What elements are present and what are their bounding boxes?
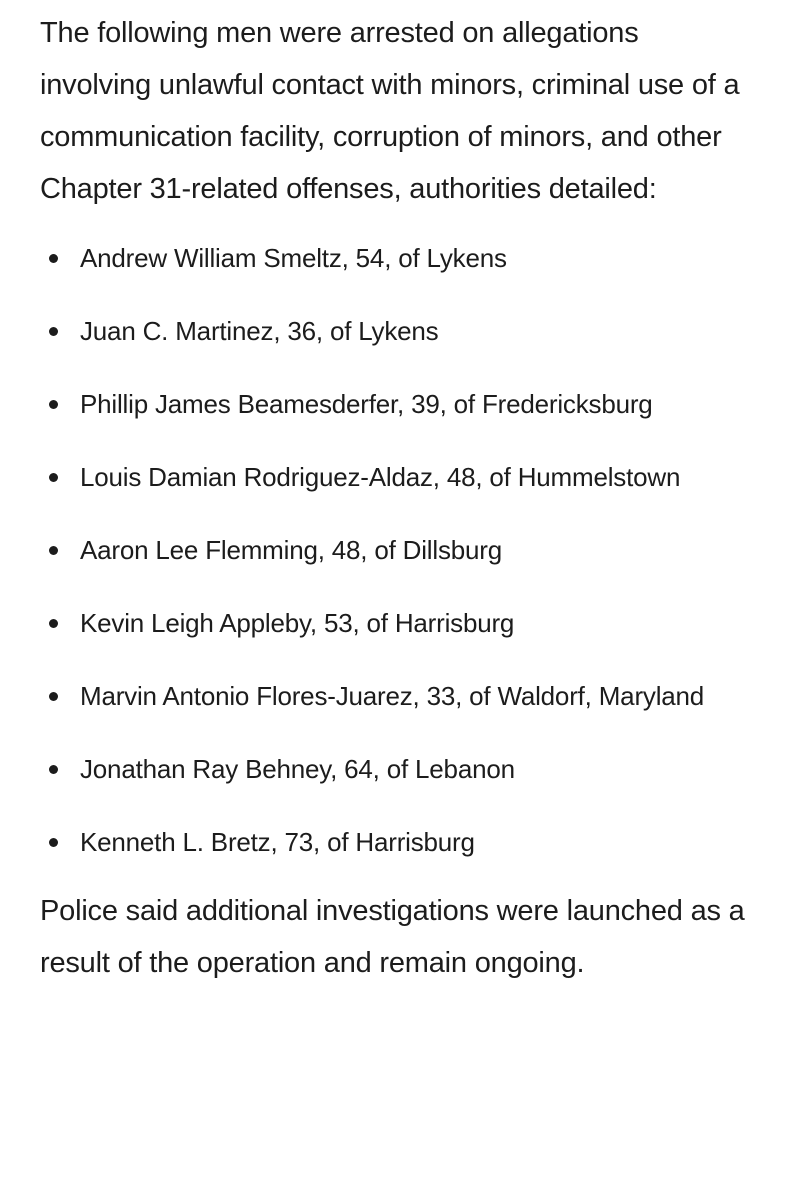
list-item-text: Kevin Leigh Appleby, 53, of Harrisburg: [80, 608, 515, 638]
list-item-text: Aaron Lee Flemming, 48, of Dillsburg: [80, 535, 503, 565]
list-item-text: Jonathan Ray Behney, 64, of Lebanon: [80, 754, 515, 784]
list-item: [40, 315, 751, 348]
list-item-text: Andrew William Smeltz, 54, of Lykens: [80, 243, 507, 273]
list-item-text: Kenneth L. Bretz, 73, of Harrisburg: [80, 827, 475, 857]
outro-paragraph: Police said additional investigations were launched as a result of the operation and remain ongoing.: [40, 895, 745, 979]
list-item-text: Juan C. Martinez, 36, of Lykens: [80, 316, 439, 346]
bullet-icon: [49, 254, 58, 263]
bullet-icon: [49, 619, 58, 628]
bullet-icon: [49, 546, 58, 555]
list-item: [40, 534, 751, 567]
bullet-icon: [49, 692, 58, 701]
list-item: [40, 753, 751, 786]
list-item-text: Louis Damian Rodriguez-Aldaz, 48, of Hummelstown: [80, 462, 681, 492]
intro-paragraph: The following men were arrested on allegations involving unlawful contact with minors, criminal use of a communication facility, corruption of minors, and other Chapter 31-related offenses, authorities detailed:: [40, 17, 740, 205]
list-item: [40, 680, 751, 713]
bullet-icon: [49, 838, 58, 847]
bullet-icon: [49, 473, 58, 482]
list-item: [40, 242, 751, 275]
list-item: [40, 388, 751, 421]
bullet-icon: [49, 327, 58, 336]
list-item-text: Phillip James Beamesderfer, 39, of Fredericksburg: [80, 389, 653, 419]
list-item: [40, 607, 751, 640]
arrest-list: [40, 242, 751, 859]
list-item: [40, 461, 751, 494]
list-item: [40, 826, 751, 859]
bullet-icon: [49, 400, 58, 409]
list-item-text: Marvin Antonio Flores-Juarez, 33, of Waldorf, Maryland: [80, 681, 705, 711]
bullet-icon: [49, 765, 58, 774]
